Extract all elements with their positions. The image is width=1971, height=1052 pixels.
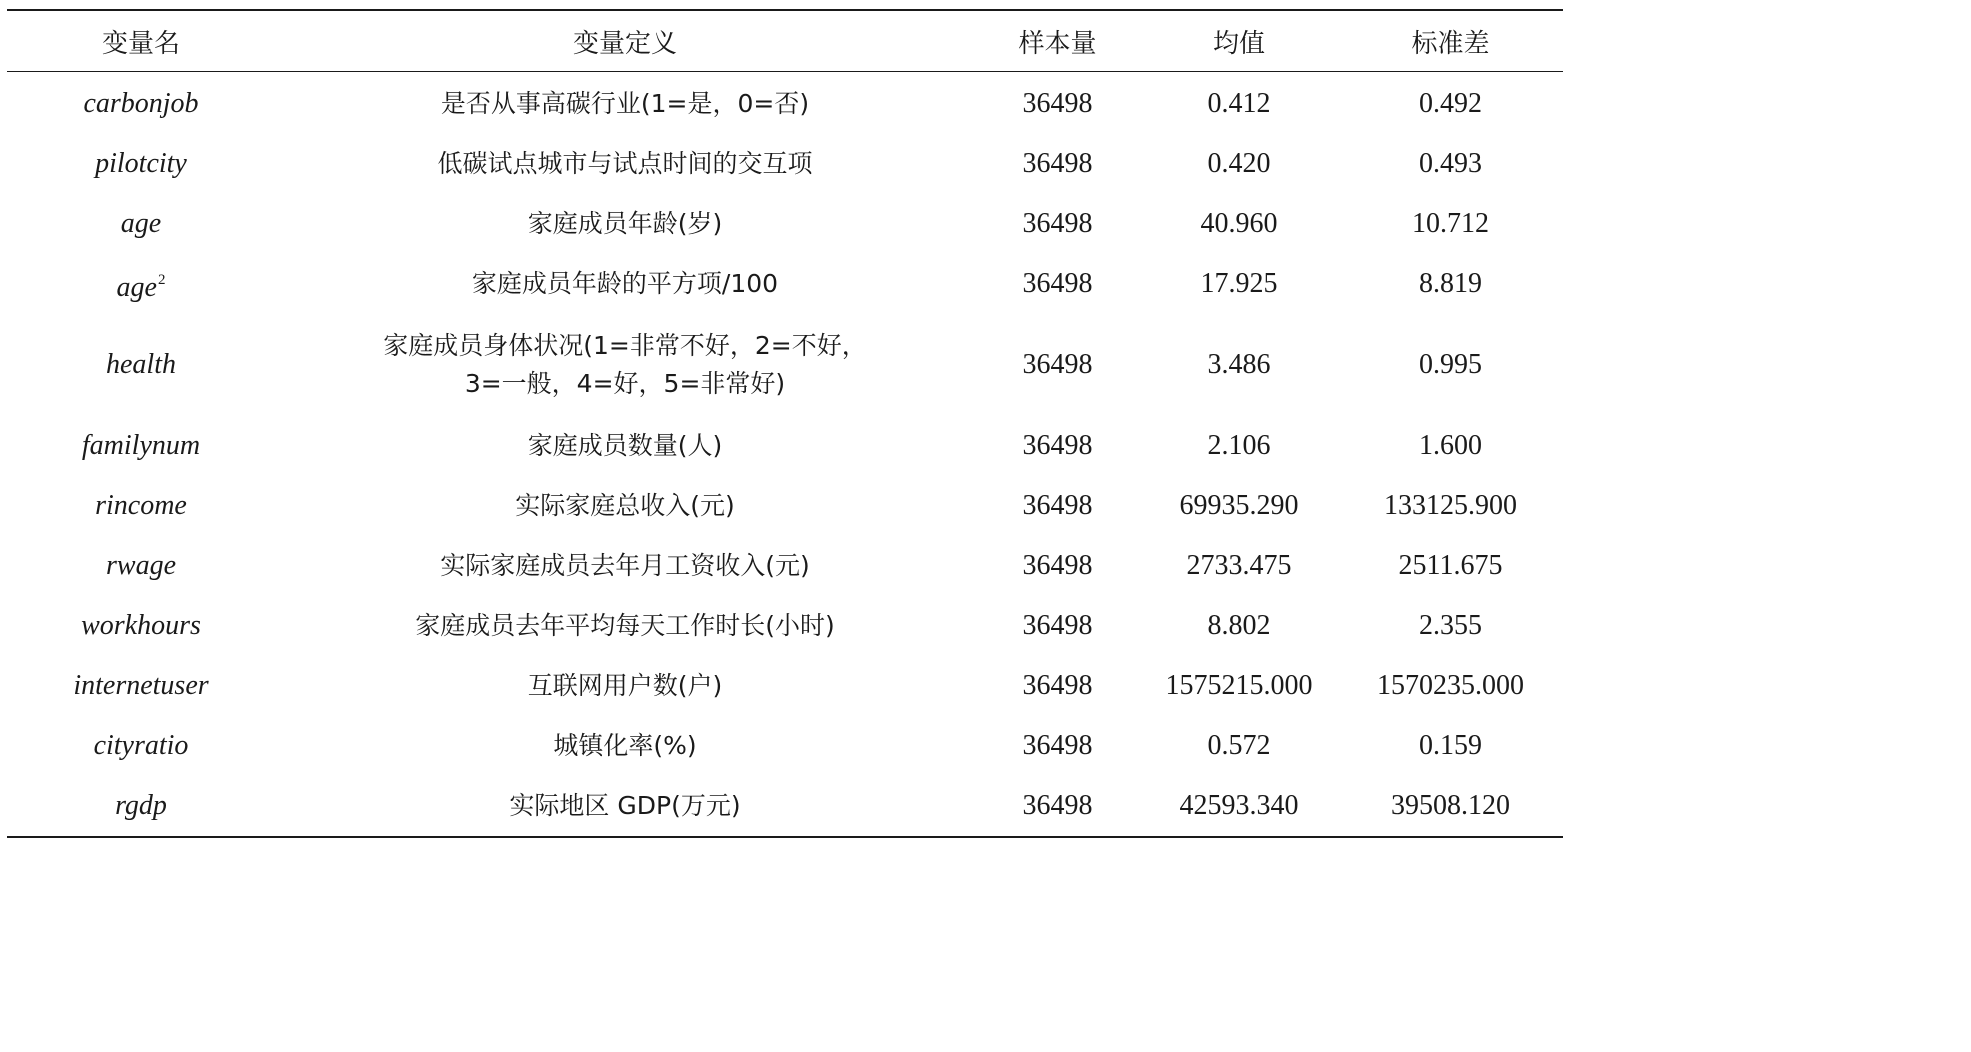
- cell-variable-name: [7, 72, 275, 135]
- cell-sample-size-value: 36498: [1022, 268, 1093, 299]
- cell-mean-value: 17.925: [1200, 268, 1278, 299]
- cell-variable-definition: [275, 536, 975, 596]
- variable-name-text: age: [120, 208, 162, 239]
- definition-line: 家庭成员年龄(岁): [527, 209, 723, 238]
- definition-line: 实际家庭成员去年月工资收入(元): [440, 551, 810, 580]
- cell-mean: [1140, 314, 1338, 416]
- variable-definition: [275, 727, 975, 765]
- cell-sample-size-value: 36498: [1022, 148, 1093, 179]
- cell-mean-value: 0.412: [1207, 88, 1271, 119]
- cell-std-dev-value: 133125.900: [1384, 490, 1517, 521]
- variable-name-text: health: [106, 349, 176, 380]
- cell-mean: [1140, 134, 1338, 194]
- variable-name: [121, 208, 161, 239]
- definition-line: 家庭成员去年平均每天工作时长(小时): [415, 611, 835, 640]
- cell-variable-name: [7, 194, 275, 254]
- cell-std-dev: [1338, 254, 1563, 314]
- cell-mean: [1140, 536, 1338, 596]
- cell-variable-name: [7, 134, 275, 194]
- cell-std-dev-value: 2511.675: [1398, 550, 1503, 581]
- cell-mean-value: 2.106: [1207, 430, 1271, 461]
- cell-std-dev-value: 39508.120: [1391, 790, 1510, 821]
- cell-mean: [1140, 656, 1338, 716]
- table-row: [7, 194, 1563, 254]
- cell-mean-value: 2733.475: [1186, 550, 1292, 581]
- table-row: [7, 314, 1563, 416]
- cell-std-dev-value: 1.600: [1419, 430, 1482, 461]
- cell-mean-value: 42593.340: [1179, 790, 1299, 821]
- cell-std-dev: [1338, 596, 1563, 656]
- cell-variable-name: [7, 776, 275, 837]
- definition-line: 是否从事高碳行业(1=是，0=否): [440, 89, 810, 118]
- cell-variable-name: [7, 314, 275, 416]
- cell-std-dev: [1338, 416, 1563, 476]
- header-variable-definition: 变量定义: [572, 28, 677, 59]
- cell-sample-size: [975, 416, 1140, 476]
- table-row: [7, 254, 1563, 314]
- cell-variable-name: [7, 476, 275, 536]
- cell-variable-name: [7, 596, 275, 656]
- definition-line: 家庭成员身体状况(1=非常不好，2=不好，: [383, 331, 867, 360]
- definition-line: 实际家庭总收入(元): [515, 491, 735, 520]
- cell-variable-definition: [275, 194, 975, 254]
- variable-name-superscript: 2: [157, 272, 166, 288]
- cell-variable-name: [7, 416, 275, 476]
- cell-sample-size: [975, 72, 1140, 135]
- cell-variable-name: [7, 716, 275, 776]
- cell-variable-definition: [275, 476, 975, 536]
- definition-line: 实际地区 GDP(万元): [509, 791, 741, 820]
- cell-std-dev-value: 8.819: [1419, 268, 1482, 299]
- cell-variable-definition: [275, 72, 975, 135]
- definition-line: 家庭成员数量(人): [527, 431, 723, 460]
- cell-std-dev: [1338, 194, 1563, 254]
- cell-std-dev-value: 0.159: [1419, 730, 1482, 761]
- table-row: [7, 476, 1563, 536]
- variable-name: [95, 148, 187, 179]
- cell-sample-size-value: 36498: [1022, 208, 1093, 239]
- cell-sample-size: [975, 134, 1140, 194]
- variable-name-text: pilotcity: [95, 148, 187, 179]
- cell-sample-size-value: 36498: [1022, 349, 1093, 380]
- variable-name-text: familynum: [81, 430, 201, 461]
- variable-definition: [275, 265, 975, 303]
- cell-sample-size-value: 36498: [1022, 550, 1093, 581]
- cell-std-dev: [1338, 716, 1563, 776]
- cell-mean: [1140, 716, 1338, 776]
- cell-variable-definition: [275, 314, 975, 416]
- header-variable-name: 变量名: [101, 28, 180, 59]
- table-row: [7, 416, 1563, 476]
- cell-sample-size: [975, 536, 1140, 596]
- cell-sample-size: [975, 716, 1140, 776]
- variable-name-text: workhours: [81, 610, 201, 641]
- header-mean: 均值: [1212, 28, 1265, 59]
- cell-sample-size-value: 36498: [1022, 670, 1093, 701]
- table-body: [7, 72, 1563, 838]
- variable-name-text: rgdp: [115, 790, 167, 821]
- table-row: [7, 776, 1563, 837]
- variable-definition: [275, 327, 975, 403]
- variable-name: [81, 610, 201, 641]
- variable-definition: [275, 787, 975, 825]
- variable-name-text: carbonjob: [83, 88, 199, 119]
- header-sample-size: 样本量: [1018, 28, 1097, 59]
- cell-sample-size-value: 36498: [1022, 430, 1093, 461]
- cell-sample-size-value: 36498: [1022, 610, 1093, 641]
- cell-sample-size: [975, 656, 1140, 716]
- cell-sample-size-value: 36498: [1022, 790, 1093, 821]
- table-row: [7, 656, 1563, 716]
- variable-name-text: age: [116, 272, 157, 303]
- variable-definition: [275, 667, 975, 705]
- table-header-row: [7, 10, 1563, 72]
- cell-variable-name: [7, 536, 275, 596]
- variable-definition: [275, 145, 975, 183]
- cell-std-dev-value: 0.493: [1419, 148, 1482, 179]
- definition-line: 低碳试点城市与试点时间的交互项: [437, 149, 813, 178]
- definition-line: 城镇化率(%): [553, 731, 697, 760]
- cell-std-dev: [1338, 476, 1563, 536]
- cell-mean: [1140, 254, 1338, 314]
- cell-mean-value: 8.802: [1207, 610, 1271, 641]
- variable-definition: [275, 487, 975, 525]
- cell-mean: [1140, 596, 1338, 656]
- table-row: [7, 72, 1563, 135]
- cell-mean-value: 0.420: [1207, 148, 1271, 179]
- cell-variable-definition: [275, 656, 975, 716]
- cell-variable-definition: [275, 134, 975, 194]
- cell-sample-size: [975, 314, 1140, 416]
- cell-sample-size-value: 36498: [1022, 88, 1093, 119]
- variable-definition: [275, 205, 975, 243]
- cell-mean: [1140, 194, 1338, 254]
- cell-std-dev: [1338, 656, 1563, 716]
- variable-definition: [275, 85, 975, 123]
- table-row: [7, 716, 1563, 776]
- cell-mean-value: 69935.290: [1179, 490, 1299, 521]
- cell-sample-size: [975, 596, 1140, 656]
- cell-variable-definition: [275, 716, 975, 776]
- definition-line: 3=一般，4=好，5=非常好): [464, 369, 786, 398]
- cell-sample-size-value: 36498: [1022, 490, 1093, 521]
- cell-sample-size: [975, 194, 1140, 254]
- cell-std-dev: [1338, 776, 1563, 837]
- cell-std-dev: [1338, 72, 1563, 135]
- cell-mean-value: 1575215.000: [1165, 670, 1313, 701]
- cell-std-dev: [1338, 134, 1563, 194]
- definition-line: 互联网用户数(户): [527, 671, 723, 700]
- variable-name: [106, 550, 176, 581]
- descriptive-statistics-table: [7, 9, 1563, 838]
- cell-variable-name: [7, 656, 275, 716]
- variable-definition: [275, 547, 975, 585]
- cell-variable-name: [7, 254, 275, 314]
- cell-sample-size: [975, 776, 1140, 837]
- cell-variable-definition: [275, 776, 975, 837]
- cell-std-dev: [1338, 314, 1563, 416]
- variable-name: [73, 670, 208, 701]
- variable-name: [83, 88, 198, 119]
- table-row: [7, 536, 1563, 596]
- cell-variable-definition: [275, 416, 975, 476]
- cell-sample-size-value: 36498: [1022, 730, 1093, 761]
- variable-name: [94, 730, 189, 761]
- cell-mean: [1140, 776, 1338, 837]
- cell-mean-value: 40.960: [1200, 208, 1278, 239]
- cell-std-dev-value: 0.995: [1419, 349, 1482, 380]
- variable-name: [106, 349, 176, 380]
- variable-definition: [275, 427, 975, 465]
- variable-name: [95, 490, 187, 521]
- cell-mean: [1140, 416, 1338, 476]
- table-row: [7, 134, 1563, 194]
- variable-name: [117, 272, 166, 303]
- cell-sample-size: [975, 476, 1140, 536]
- variable-name-text: rincome: [95, 490, 187, 521]
- variable-name: [115, 790, 167, 821]
- variable-name-text: internetuser: [73, 670, 209, 701]
- variable-name-text: cityratio: [93, 730, 189, 761]
- header-std-dev: 标准差: [1411, 28, 1490, 59]
- definition-line: 家庭成员年龄的平方项/100: [471, 269, 779, 298]
- cell-std-dev-value: 0.492: [1419, 88, 1482, 119]
- cell-mean: [1140, 476, 1338, 536]
- cell-mean-value: 3.486: [1207, 349, 1271, 380]
- cell-variable-definition: [275, 254, 975, 314]
- cell-std-dev-value: 1570235.000: [1377, 670, 1524, 701]
- variable-definition: [275, 607, 975, 645]
- cell-mean-value: 0.572: [1207, 730, 1271, 761]
- variable-name: [82, 430, 200, 461]
- cell-std-dev-value: 2.355: [1419, 610, 1482, 641]
- cell-std-dev: [1338, 536, 1563, 596]
- cell-mean: [1140, 72, 1338, 135]
- cell-variable-definition: [275, 596, 975, 656]
- cell-sample-size: [975, 254, 1140, 314]
- variable-name-text: rwage: [106, 550, 176, 581]
- cell-std-dev-value: 10.712: [1412, 208, 1489, 239]
- table-row: [7, 596, 1563, 656]
